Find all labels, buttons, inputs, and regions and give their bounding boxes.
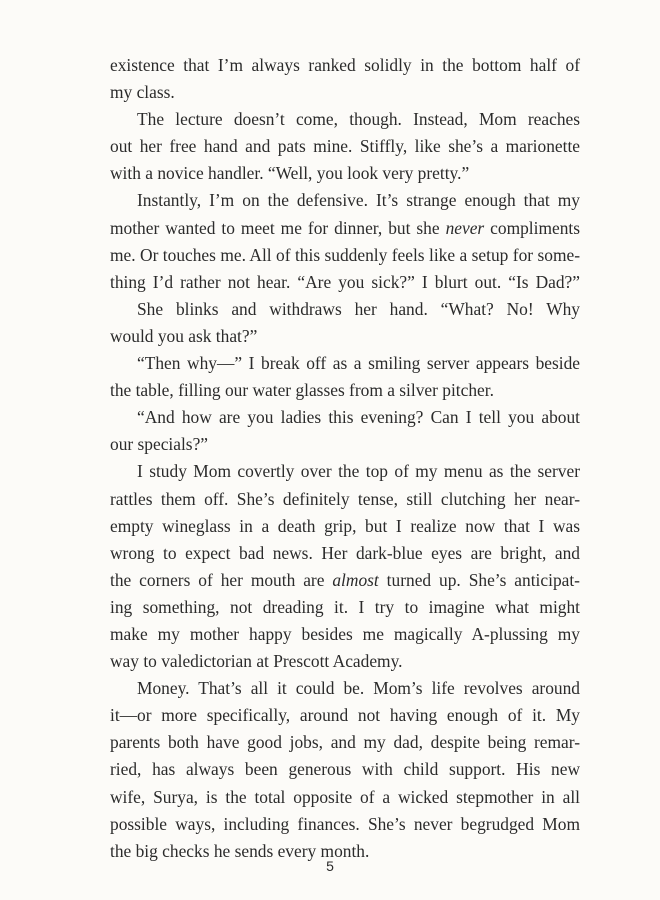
text-line bbox=[110, 187, 580, 214]
text-run: thing I’d rather not hear. “Are you sick?” I blurt out. “Is Dad?” bbox=[110, 271, 580, 292]
text-run: me. Or touches me. All of this suddenly feels like a setup for some- bbox=[110, 244, 580, 265]
text-run: the corners of her mouth are bbox=[110, 569, 333, 590]
emphasis: almost bbox=[332, 569, 379, 590]
text-run: She blinks and withdraws her hand. “What? No! Why bbox=[137, 298, 580, 319]
text-line bbox=[110, 594, 580, 621]
text-line bbox=[110, 296, 580, 323]
text-run: way to valedictorian at Prescott Academy. bbox=[110, 651, 403, 672]
text-run: parents both have good jobs, and my dad, despite being remar- bbox=[110, 732, 580, 753]
body-text bbox=[110, 52, 580, 865]
text-line bbox=[110, 540, 580, 567]
text-line bbox=[110, 567, 580, 594]
page-number: 5 bbox=[326, 858, 334, 874]
text-run: our specials?” bbox=[110, 434, 209, 455]
text-line bbox=[110, 431, 580, 458]
text-line bbox=[110, 729, 580, 756]
text-run: make my mother happy besides me magically A-plussing my bbox=[110, 623, 580, 644]
text-run: wife, Surya, is the total opposite of a wicked stepmother in all bbox=[110, 786, 580, 807]
text-line bbox=[110, 675, 580, 702]
text-line bbox=[110, 350, 580, 377]
text-run: I study Mom covertly over the top of my menu as the server bbox=[137, 461, 580, 482]
text-run: ried, has always been generous with child support. His new bbox=[110, 759, 580, 780]
text-run: out her free hand and pats mine. Stiffly, like she’s a marionette bbox=[110, 136, 580, 157]
text-line bbox=[110, 702, 580, 729]
text-line bbox=[110, 52, 580, 79]
text-line bbox=[110, 648, 580, 675]
text-line bbox=[110, 323, 580, 350]
text-line bbox=[110, 784, 580, 811]
text-line bbox=[110, 458, 580, 485]
text-run: The lecture doesn’t come, though. Instead, Mom reaches bbox=[137, 109, 580, 130]
text-line bbox=[110, 160, 580, 187]
text-line bbox=[110, 79, 580, 106]
text-line bbox=[110, 621, 580, 648]
text-run: “And how are you ladies this evening? Can I tell you about bbox=[137, 407, 580, 428]
text-run: compliments bbox=[484, 217, 580, 238]
text-line bbox=[110, 377, 580, 404]
text-run: it—or more specifically, around not having enough of it. My bbox=[110, 705, 580, 726]
text-line bbox=[110, 269, 580, 296]
text-run: existence that I’m always ranked solidly in the bottom half of bbox=[110, 55, 580, 75]
text-line bbox=[110, 513, 580, 540]
text-run: my class. bbox=[110, 82, 175, 103]
text-run: with a novice handler. “Well, you look very pretty.” bbox=[110, 163, 470, 184]
text-run: wrong to expect bad news. Her dark-blue eyes are bright, and bbox=[110, 542, 580, 563]
text-run: rattles them off. She’s definitely tense, still clutching her near- bbox=[110, 488, 580, 509]
text-line bbox=[110, 242, 580, 269]
text-run: ing something, not dreading it. I try to imagine what might bbox=[110, 596, 580, 617]
text-line bbox=[110, 106, 580, 133]
text-line bbox=[110, 811, 580, 838]
text-line bbox=[110, 133, 580, 160]
text-run: the table, filling our water glasses from a silver pitcher. bbox=[110, 380, 494, 401]
text-line bbox=[110, 486, 580, 513]
text-run: empty wineglass in a death grip, but I realize now that I was bbox=[110, 515, 580, 536]
text-run: Money. That’s all it could be. Mom’s life revolves around bbox=[137, 678, 580, 699]
text-line bbox=[110, 404, 580, 431]
text-run: turned up. She’s anticipat- bbox=[378, 569, 580, 590]
text-run: “Then why—” I break off as a smiling server appears beside bbox=[137, 353, 580, 374]
emphasis: never bbox=[445, 217, 485, 238]
text-line bbox=[110, 215, 580, 242]
text-run: would you ask that?” bbox=[110, 325, 258, 346]
text-line bbox=[110, 756, 580, 783]
text-run: possible ways, including finances. She’s never begrudged Mom bbox=[110, 813, 580, 834]
text-run: Instantly, I’m on the defensive. It’s strange enough that my bbox=[137, 190, 580, 211]
text-run: mother wanted to meet me for dinner, but she bbox=[110, 217, 446, 238]
text-run: the big checks he sends every month. bbox=[110, 840, 370, 861]
